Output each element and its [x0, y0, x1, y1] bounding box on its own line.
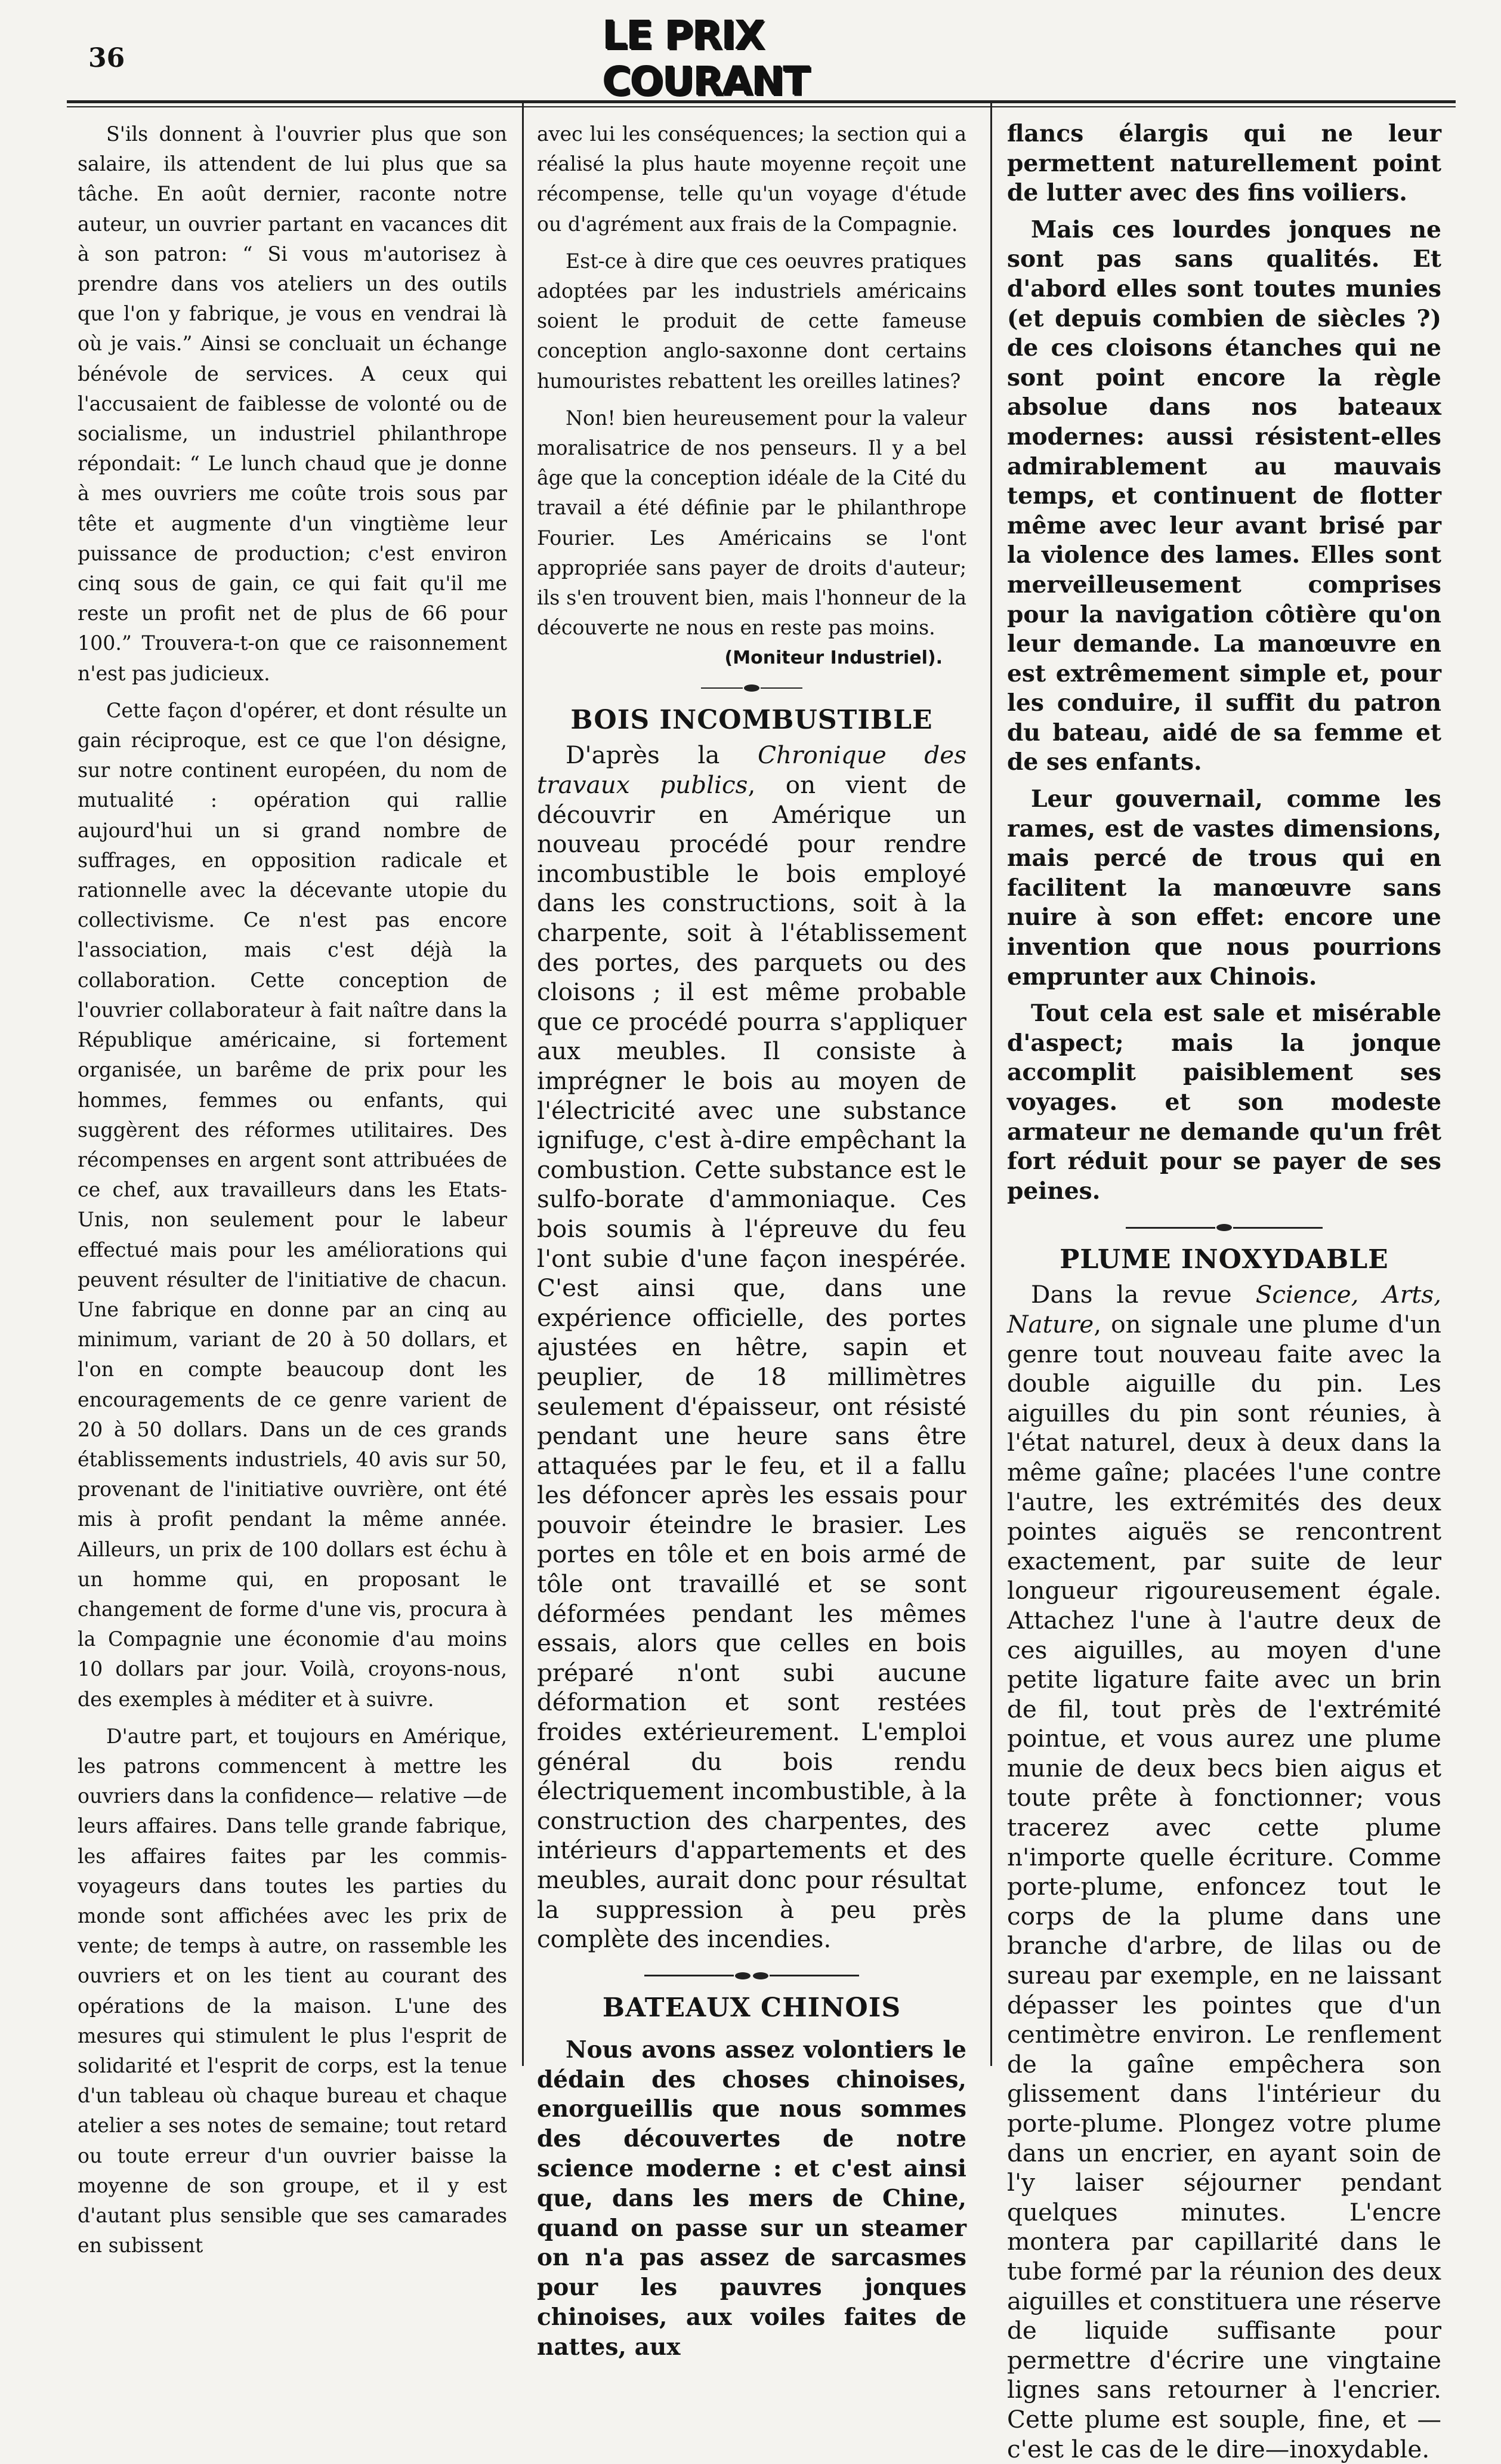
- revue-title: Science, Arts, Nature: [1007, 1280, 1442, 1339]
- bois-paragraph: D'après la Chronique des travaux publics, on vient de découvrir en Amérique un nouveau procédé pour rendre incombustible le bois employé dans les constructions, soit à la charpente, soit à l'établissement des portes, des parquets ou des cloisons ; il est même probable que ce procédé pourra s'appliquer aux meubles. Il consiste à imprégner le bois au moyen de l'électricité avec une substance ignifuge, c'est à-dire empêchant la combustion. Cette substance est le sulfo-borate d'ammoniaque. Ces bois soumis à l'épreuve du feu l'ont subie d'une façon inespérée. C'est ainsi que, dans une expérience officielle, des portes ajustées en hêtre, sapin et peuplier, de 18 millimètres seulement d'épaisseur, ont résisté pendant une heure sans être attaquées par le feu, et il a fallu les défoncer après les essais pour pouvoir éteindre le brasier. Les portes en tôle et en bois armé de tôle ont travaillé et se sont déformées pendant les mêmes essais, alors que celles en bois préparé n'ont subi aucune déformation et sont restées froides extérieurement. L'emploi général du bois rendu électriquement incombustible, à la construction des charpentes, des intérieurs d'appartements et des meubles, aurait donc pour résultat la suppression à peu près complète des incendies.: [537, 741, 966, 1954]
- heading-bois-incombustible: BOIS INCOMBUSTIBLE: [570, 705, 933, 736]
- col3-paragraph-2: Mais ces lourdes jonques ne sont pas sans qualités. Et d'abord elles sont toutes munies (et depuis combien de siècles ?) de ces cloisons étanches qui ne sont point encore la règle absolue dans nos bateaux modernes: aussi résistent-elles admirablement au mauvais temps, et continuent de flotter même avec leur avant brisé par la violence des lames. Elles sont merveilleusement comprises pour la navigation côtière qu'on leur demande. La manœuvre en est extrêmement simple et, pour les conduire, il suffit du patron du bateau, aidé de sa femme et de ses enfants.: [1007, 215, 1441, 776]
- section-ornament: [537, 674, 966, 702]
- col1-paragraph-3: D'autre part, et toujours en Amérique, les patrons commencent à mettre les ouvriers dans la confidence— relative —de leurs affaires. Dans telle grande fabrique, les affaires faites par les commis-voyageurs dans toutes les parties du monde sont affichées avec les prix de vente; de temps à autre, on rassemble les ouvriers et on les tient au courant des opérations de la maison. L'une des mesures qui stimulent le plus l'esprit de solidarité et l'esprit de corps, est la tenue d'un tableau où chaque bureau et chaque atelier a ses notes de semaine; tout retard ou toute erreur d'un ouvrier baisse la moyenne de son groupe, et il y est d'autant plus sensible que ses camarades en subissent: [78, 1724, 507, 2258]
- plume-article: [1007, 1280, 1441, 2464]
- section-ornament: [1007, 1213, 1441, 1242]
- column-divider-1: [522, 103, 524, 2066]
- chronique-title: Chronique des travaux publics: [537, 741, 966, 800]
- col1-paragraph-1: S'ils donnent à l'ouvrier plus que son salaire, ils attendent de lui plus que sa tâche. En août dernier, raconte notre auteur, un ouvrier partant en vacances dit à son patron: “ Si vous m'autorisez à prendre dans vos ateliers un des outils que l'on y fabrique, je vous en vendrai là où je vais.” Ainsi se concluait un échange bénévole de services. A ceux qui l'accusaient de faiblesse de volonté ou de socialisme, un industriel philanthrope répondait: “ Le lunch chaud que je donne à mes ouvriers me coûte trois sous par tête et augmente d'un vingtième leur puissance de production; c'est environ cinq sous de gain, ce qui fait qu'il me reste un profit net de plus de 66 pour 100.” Trouvera-t-on que ce raisonnement n'est pas judicieux.: [78, 122, 507, 685]
- heading-plume-inoxydable: PLUME INOXYDABLE: [1060, 1244, 1389, 1275]
- bateaux-article: [537, 2036, 966, 2363]
- article-source: (Moniteur Industriel).: [724, 647, 943, 669]
- bois-article: [537, 741, 966, 1954]
- top-rule-thin: [67, 106, 1456, 107]
- masthead-logo: LE PRIX COURANT: [603, 13, 810, 104]
- column-2: [537, 119, 966, 2361]
- col2-paragraph-3: Non! bien heureusement pour la valeur moralisatrice de nos penseurs. Il y a bel âge que la conception idéale de la Cité du travail a été définie par le philanthrope Fourier. Les Américains se l'ont appropriée sans payer de droits d'auteur; ils s'en trouvent bien, mais l'honneur de la découverte ne nous en reste pas moins.: [537, 406, 966, 640]
- col1-paragraph-2: Cette façon d'opérer, et dont résulte un gain réciproque, est ce que l'on désigne, sur notre continent européen, du nom de mutualité : opération qui rallie aujourd'hui un si grand nombre de suffrages, en opposition radicale et rationnelle avec la décevante utopie du collectivisme. Ce n'est pas encore l'association, mais c'est déjà la collaboration. Cette conception de l'ouvrier collaborateur à fait naître dans la République américaine, si fortement organisée, un barême de prix pour les hommes, femmes ou enfants, qui suggèrent des réformes utilitaires. Des récompenses en argent sont attribuées de ce chef, aux travailleurs dans les Etats-Unis, non seulement pour le labeur effectué mais pour les améliorations qui peuvent résulter de l'initiative de chacun. Une fabrique en donne par an cinq au minimum, variant de 20 à 50 dollars, et l'on en compte beaucoup dont les encouragements de ce genre varient de 20 à 50 dollars. Dans un de ces grands établissements industriels, 40 avis sur 50, provenant de l'initiative ouvrière, ont été mis à profit pendant la même année. Ailleurs, un prix de 100 dollars est échu à un homme qui, en proposant le changement de forme d'une vis, procura à la Compagnie une économie d'au moins 10 dollars par jour. Voilà, croyons-nous, des exemples à méditer et à suivre.: [78, 698, 507, 1711]
- top-rule: [67, 100, 1456, 103]
- section-ornament: [537, 1962, 966, 1990]
- page-number: 36: [88, 43, 125, 73]
- plume-paragraph: Dans la revue Science, Arts, Nature, on signale une plume d'un genre tout nouveau faite avec la double aiguille du pin. Les aiguilles du pin sont réunies, à l'état naturel, deux à deux dans la même gaîne; placées l'une contre l'autre, les extrémités des deux pointes aiguës se rencontrent exactement, par suite de leur longueur rigoureusement égale. Attachez l'une à l'autre deux de ces aiguilles, au moyen d'une petite ligature faite avec un brin de fil, tout près de l'extrémité pointue, et vous aurez une plume munie de deux becs bien aigus et toute prête à fonctionner; vous tracerez avec cette plume n'importe quelle écriture. Comme porte-plume, enfoncez tout le corps de la plume dans une branche d'arbre, de lilas ou de sureau par exemple, en ne laissant dépasser les pointes que d'un centimètre environ. Le renflement de la gaîne empêchera son glissement dans l'intérieur du porte-plume. Plongez votre plume dans un encrier, en ayant soin de l'y laiser séjourner pendant quelques minutes. L'encre montera par capillarité dans le tube formé par la réunion des deux aiguilles et constituera une réserve de liquide suffisante pour permettre d'écrire une vingtaine lignes sans retourner à l'encrier. Cette plume est souple, fine, et —c'est le cas de le dire—inoxydable.: [1007, 1280, 1442, 2463]
- col2-paragraph-1: avec lui les conséquences; la section qui a réalisé la plus haute moyenne reçoit une récompense, telle qu'un voyage d'étude ou d'agrément aux frais de la Compagnie.: [537, 122, 966, 236]
- col2-paragraph-2: Est-ce à dire que ces oeuvres pratiques adoptées par les industriels américains soient le produit de cette fameuse conception anglo-saxonne dont certains humouristes rebattent les oreilles latines?: [537, 249, 966, 393]
- column-1: [78, 119, 507, 2258]
- col3-paragraph-1: flancs élargis qui ne leur permettent naturellement point de lutter avec des fins voiliers.: [1007, 120, 1441, 207]
- col3-paragraph-4: Tout cela est sale et misérable d'aspect; mais la jonque accomplit paisiblement ses voyages. et son modeste armateur ne demande qu'un frêt fort réduit pour se payer de ses peines.: [1007, 1000, 1441, 1205]
- heading-bateaux-chinois: BATEAUX CHINOIS: [602, 1992, 901, 2023]
- column-divider-2: [990, 103, 992, 2066]
- bateaux-paragraph: Nous avons assez volontiers le dédain des choses chinoises, enorgueillis que nous sommes des découvertes de notre science moderne : et c'est ainsi que, dans les mers de Chine, quand on passe sur un steamer on n'a pas assez de sarcasmes pour les pauvres jonques chinoises, aux voiles faites de nattes, aux: [537, 2036, 966, 2361]
- column-3: [1007, 119, 1442, 2463]
- col3-paragraph-3: Leur gouvernail, comme les rames, est de vastes dimensions, mais percé de trous qui en facilitent la manœuvre sans nuire à son effet: encore une invention que nous pourrions emprunter aux Chinois.: [1007, 785, 1441, 991]
- col2-article-continuation: [537, 119, 966, 674]
- bateaux-article-continuation: [1007, 119, 1441, 1206]
